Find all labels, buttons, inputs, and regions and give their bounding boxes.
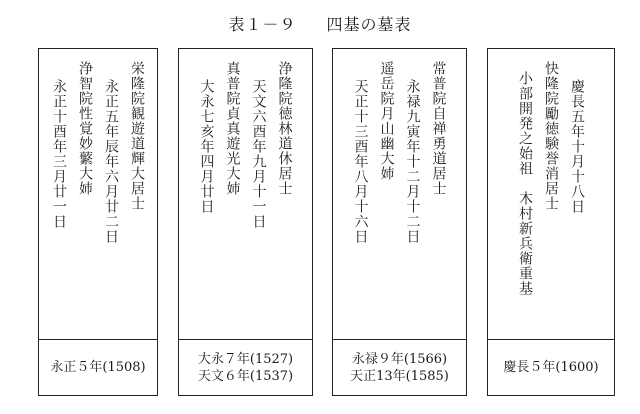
gravestone-inscription	[333, 61, 466, 329]
inscription-line: 永正十酉年三月廿一日	[51, 79, 67, 229]
inscription-line: 栄隆院観遊道輝大居士	[129, 61, 145, 211]
gravestone-date	[179, 339, 312, 395]
gravestone-inscription	[488, 61, 614, 329]
gravestone-inscription	[39, 61, 157, 329]
date-line: 天正13年(1585)	[350, 368, 449, 384]
table-title	[0, 12, 640, 35]
date-line: 永正５年(1508)	[50, 360, 146, 375]
gravestone-date	[488, 339, 614, 395]
inscription-line: 真普院貞真遊光大姉	[224, 61, 241, 196]
inscription-line: 遥岳院月山幽大姉	[378, 61, 395, 181]
inscription-line: 永禄九寅年十二月十二日	[404, 79, 421, 244]
inscription-line: 慶長五年十月十八日	[569, 79, 585, 214]
inscription-line: 浄隆院徳林道休居士	[276, 61, 293, 196]
gravestone-date	[333, 339, 466, 395]
inscription-line: 小部開発之始祖 木村新兵衛重基	[517, 71, 533, 296]
inscription-line: 大永七亥年四月廿日	[198, 79, 215, 214]
inscription-line: 浄智院性覚妙蘩大姉	[77, 61, 93, 196]
date-line: 永禄９年(1566)	[351, 351, 448, 367]
gravestone-4	[487, 48, 615, 396]
date-line: 慶長５年(1600)	[503, 360, 599, 375]
date-line: 大永７年(1527)	[197, 351, 294, 367]
inscription-line: 常普院自禅勇道居士	[430, 61, 447, 196]
gravestone-2	[178, 48, 313, 396]
table-number: 表１－９	[228, 15, 297, 34]
gravestone-date	[39, 339, 157, 395]
inscription-line: 永正五年辰年六月廿二日	[103, 79, 119, 244]
inscription-line: 天文六酉年九月十一日	[250, 79, 267, 229]
gravestone-3	[332, 48, 467, 396]
gravestone-1	[38, 48, 158, 396]
gravestone-inscription	[179, 61, 312, 329]
inscription-line: 天正十三酉年八月十六日	[352, 79, 369, 244]
table-caption: 四基の墓表	[326, 15, 412, 34]
date-line: 天文６年(1537)	[197, 368, 294, 384]
inscription-line: 快隆院勵徳験誉消居士	[543, 61, 559, 211]
